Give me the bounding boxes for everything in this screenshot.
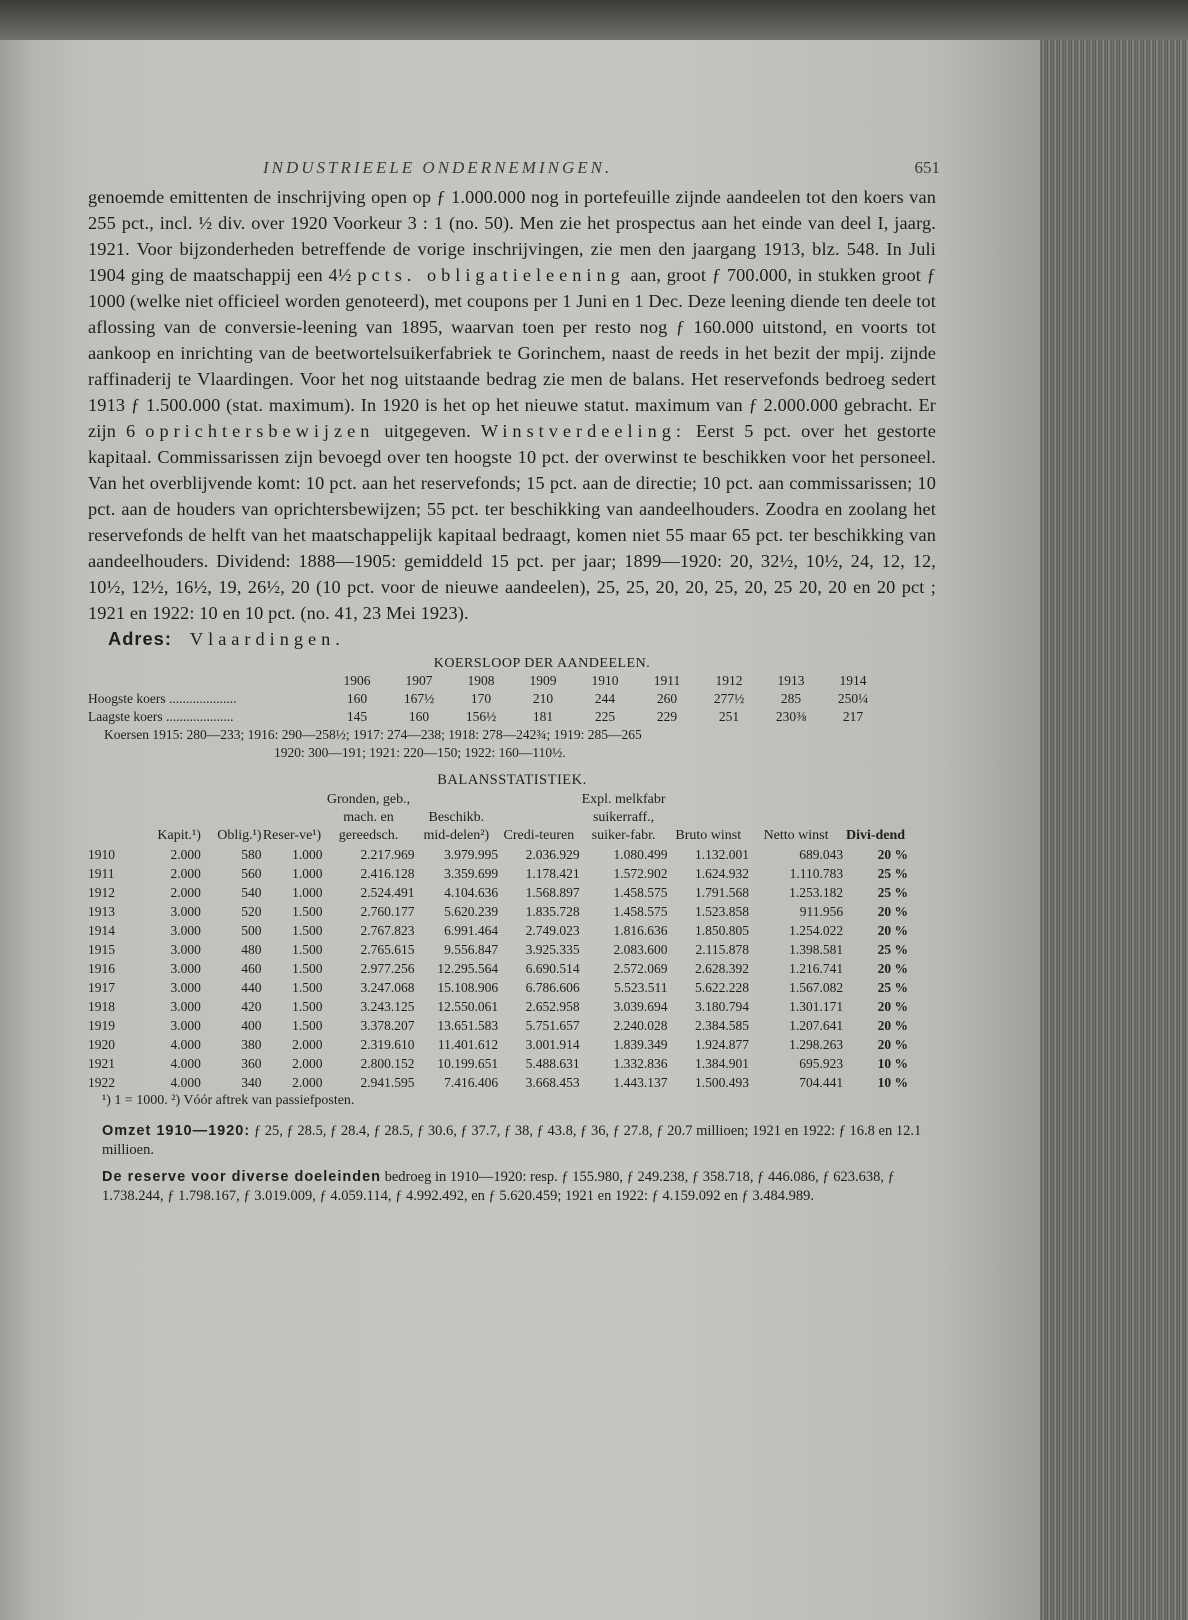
value-cell: 1.253.182 xyxy=(789,884,844,900)
value-cell: 2.000 xyxy=(292,1036,323,1052)
running-title: INDUSTRIEELE ONDERNEMINGEN. xyxy=(263,158,613,177)
value-cell: 13.651.583 xyxy=(437,1017,499,1033)
table-row xyxy=(88,921,908,940)
value-cell: 181 xyxy=(532,709,554,724)
value-cell: 6.690.514 xyxy=(525,960,580,976)
value-cell: 1.624.932 xyxy=(695,865,749,881)
table-row xyxy=(88,864,908,883)
value-cell: 1.839.349 xyxy=(613,1036,668,1052)
table-row xyxy=(88,1035,908,1054)
col-header-kapit: Kapit.¹) xyxy=(157,828,201,843)
text-segment: aan, groot ƒ 700.000, in stukken groot ƒ 1000 (welke niet officieel worden genoteerd), met coupons per 1 Juni en 1 Dec. Deze leening diende ten deele tot aflossing van de conversie-leening van 1895, waarvan toen per resto nog ƒ 160.000 uitstond, en voorts tot aankoop en inrichting van de beetwortelsuikerfabriek te Gorinchem, naast de reeds in het bezit der mpij. zijnde raffinaderij te Vlaardingen. Voor het nog uitstaande bedrag zie men de balans. Het reservefonds bedroeg sedert 1913 ƒ 1.500.000 (stat. maximum). In 1920 is het op het nieuwe statut. maximum van ƒ 2.000.000 gebracht. Er zijn 6 xyxy=(88,265,936,441)
spaced-term-winstverdeeling: Winstverdeeling: xyxy=(480,421,686,441)
book-fore-edge xyxy=(1035,40,1188,1620)
value-cell: 20 % xyxy=(877,998,908,1014)
year-cell: 1910 xyxy=(88,846,115,862)
row-label: Hoogste koers .................... xyxy=(88,691,237,706)
text-segment: Eerst 5 pct. over het gestorte kapitaal. Commissarissen zijn bevoegd over ten hoogste 10 pct. der overwinst te beschikken voor het personeel. Van het overblijvende komt: 10 pct. aan het reservefonds; 15 pct. aan de directie; 10 pct. aan commissarissen; 10 pct. aan de houders van oprichtersbewijzen; 55 pct. ter beschikking van aandeelhouders. Zoodra en zoolang het reservefonds de helft van het maatschappelijk kapitaal bedraagt, komen niet 55 maar 65 pct. ter beschikking van aandeelhouders. Dividend: 1888—1905: gemiddeld 15 pct. per jaar; 1899—1920: 20, 32½, 10½, 24, 12, 12, 10½, 12½, 16½, 19, 26½, 20 (10 pct. voor de nieuwe aandeelen), 25, 25, 20, 20, 25, 20, 25 20, 20 en 20 pct ; 1921 en 1922: 10 en 10 pct. (no. 41, 23 Mei 1923). xyxy=(88,421,936,623)
value-cell: 5.523.511 xyxy=(613,979,668,995)
year-cell: 1919 xyxy=(88,1017,115,1033)
value-cell: 3.359.699 xyxy=(444,865,499,881)
value-cell: 160 xyxy=(346,691,368,706)
value-cell: 20 % xyxy=(877,903,908,919)
balans-header xyxy=(88,791,908,845)
value-cell: 2.941.595 xyxy=(360,1074,415,1090)
value-cell: 3.243.125 xyxy=(360,998,415,1014)
value-cell: 2.240.028 xyxy=(613,1017,668,1033)
value-cell: 4.000 xyxy=(170,1074,201,1090)
value-cell: 10.199.651 xyxy=(437,1055,499,1071)
value-cell: 1.384.901 xyxy=(695,1055,749,1071)
koersloop-years-row xyxy=(88,672,884,690)
value-cell: 20 % xyxy=(877,1036,908,1052)
value-cell: 1.458.575 xyxy=(613,884,668,900)
value-cell: 1.080.499 xyxy=(613,846,668,862)
value-cell: 210 xyxy=(532,691,554,706)
value-cell: 25 % xyxy=(877,865,908,881)
col-header-dividend: Divi-dend xyxy=(845,828,906,843)
value-cell: 2.800.152 xyxy=(360,1055,415,1071)
value-cell: 5.488.631 xyxy=(525,1055,580,1071)
value-cell: 12.295.564 xyxy=(437,960,499,976)
value-cell: 360 xyxy=(241,1055,262,1071)
address-line xyxy=(108,626,936,652)
year-cell: 1911 xyxy=(88,865,115,881)
value-cell: 1.500 xyxy=(292,922,323,938)
value-cell: 1.791.568 xyxy=(695,884,749,900)
value-cell: 3.000 xyxy=(170,998,201,1014)
year-cell: 1906 xyxy=(343,673,371,688)
value-cell: 689.043 xyxy=(799,846,844,862)
value-cell: 2.749.023 xyxy=(525,922,580,938)
value-cell: 3.180.794 xyxy=(695,998,749,1014)
col-header-netto: Netto winst xyxy=(763,828,829,843)
value-cell: 1.332.836 xyxy=(613,1055,668,1071)
value-cell: 2.416.128 xyxy=(360,865,415,881)
value-cell: 260 xyxy=(656,691,678,706)
value-cell: 9.556.847 xyxy=(444,941,499,957)
value-cell: 520 xyxy=(241,903,262,919)
value-cell: 1.298.263 xyxy=(789,1036,844,1052)
table-row xyxy=(88,1073,908,1092)
value-cell: 1.443.137 xyxy=(613,1074,668,1090)
value-cell: 1.000 xyxy=(292,846,323,862)
value-cell: 2.319.610 xyxy=(360,1036,415,1052)
value-cell: 2.000 xyxy=(292,1074,323,1090)
value-cell: 1.567.082 xyxy=(789,979,844,995)
value-cell: 217 xyxy=(842,709,864,724)
value-cell: 20 % xyxy=(877,846,908,862)
year-cell: 1920 xyxy=(88,1036,115,1052)
value-cell: 3.378.207 xyxy=(360,1017,415,1033)
value-cell: 1.178.421 xyxy=(525,865,580,881)
address-value: Vlaardingen. xyxy=(189,629,345,649)
value-cell: 1.500.493 xyxy=(695,1074,749,1090)
value-cell: 1.500 xyxy=(292,1017,323,1033)
col-header-expl: Expl. melkfabr suikerraff., suiker-fabr. xyxy=(581,792,666,843)
value-cell: 1.110.783 xyxy=(789,865,844,881)
text-segment: genoemde emittenten de inschrijving open op ƒ 1.000.000 nog in portefeuille zijnde aandeelen tot den koers van 255 pct., incl. ½ div. over 1920 Voorkeur 3 : 1 (no. 50). Men zie het prospectus aan het einde van deel I, jaarg. 1921. Voor bijzonderheden betreffende de vorige inschrijvingen, zie men den jaargang 1913, blz. 548. In Juli 1904 ging de maatschappij een 4½ xyxy=(88,187,936,285)
value-cell: 1.816.636 xyxy=(613,922,668,938)
value-cell: 225 xyxy=(594,709,616,724)
value-cell: 2.083.600 xyxy=(613,941,668,957)
value-cell: 20 % xyxy=(877,1017,908,1033)
value-cell: 3.668.453 xyxy=(525,1074,580,1090)
value-cell: 3.925.335 xyxy=(525,941,580,957)
page-content xyxy=(88,150,940,1206)
value-cell: 1.835.728 xyxy=(525,903,580,919)
koersen-line: 1920: 300—191; 1921: 220—150; 1922: 160—110½. xyxy=(274,745,566,760)
year-cell: 1915 xyxy=(88,941,115,957)
value-cell: 1.207.641 xyxy=(789,1017,844,1033)
paragraph-text xyxy=(88,184,936,626)
year-cell: 1908 xyxy=(467,673,495,688)
value-cell: 15.108.906 xyxy=(437,979,499,995)
value-cell: 244 xyxy=(594,691,616,706)
main-paragraph xyxy=(88,184,936,626)
value-cell: 1.000 xyxy=(292,865,323,881)
book-page xyxy=(0,40,1040,1620)
value-cell: 540 xyxy=(241,884,262,900)
value-cell: 10 % xyxy=(877,1074,908,1090)
omzet-label: Omzet 1910—1920: xyxy=(102,1123,251,1139)
year-cell: 1910 xyxy=(591,673,619,688)
year-cell: 1918 xyxy=(88,998,115,1014)
year-cell: 1921 xyxy=(88,1055,115,1071)
year-cell: 1913 xyxy=(777,673,805,688)
koersloop-row-laagste xyxy=(88,708,884,726)
value-cell: 250¼ xyxy=(837,691,869,706)
value-cell: 1.458.575 xyxy=(613,903,668,919)
value-cell: 10 % xyxy=(877,1055,908,1071)
value-cell: 3.039.694 xyxy=(613,998,668,1014)
col-header-bruto: Bruto winst xyxy=(675,828,742,843)
value-cell: 1.301.171 xyxy=(789,998,844,1014)
table-row xyxy=(88,1054,908,1073)
value-cell: 440 xyxy=(241,979,262,995)
value-cell: 580 xyxy=(241,846,262,862)
value-cell: 560 xyxy=(241,865,262,881)
value-cell: 2.628.392 xyxy=(695,960,749,976)
col-header-beschikb: Beschikb. mid-delen²) xyxy=(423,810,490,843)
value-cell: 4.000 xyxy=(170,1055,201,1071)
value-cell: 20 % xyxy=(877,960,908,976)
koersloop-table xyxy=(88,672,884,726)
year-cell: 1907 xyxy=(405,673,433,688)
value-cell: 11.401.612 xyxy=(437,1036,499,1052)
value-cell: 3.247.068 xyxy=(360,979,415,995)
value-cell: 2.572.069 xyxy=(613,960,668,976)
koersloop-row-hoogste xyxy=(88,690,884,708)
table-row xyxy=(88,883,908,902)
col-header-crediteuren: Credi-teuren xyxy=(503,828,575,843)
table-row xyxy=(88,978,908,997)
value-cell: 1.523.858 xyxy=(695,903,749,919)
value-cell: 20 % xyxy=(877,922,908,938)
value-cell: 156½ xyxy=(465,709,497,724)
balans-header-row xyxy=(88,791,908,845)
value-cell: 400 xyxy=(241,1017,262,1033)
value-cell: 3.000 xyxy=(170,1017,201,1033)
reserve-text: bedroeg in 1910—1920: resp. ƒ 155.980, ƒ 249.238, ƒ 358.718, ƒ 446.086, ƒ 623.638, ƒ 1.738.244, ƒ 1.798.167, ƒ 3.019.009, ƒ 4.059.114, ƒ 4.992.492, en ƒ 5.620.459; 1921 en 1922: ƒ 4.159.092 en ƒ 3.484.989. xyxy=(102,1169,895,1204)
balans-body xyxy=(88,845,908,1092)
value-cell: 4.000 xyxy=(170,1036,201,1052)
spaced-term-obligatieleening: pcts. obligatieleening xyxy=(357,265,625,285)
value-cell: 1.216.741 xyxy=(789,960,844,976)
value-cell: 480 xyxy=(241,941,262,957)
value-cell: 5.751.657 xyxy=(525,1017,580,1033)
address-label: Adres: xyxy=(108,628,172,649)
value-cell: 3.000 xyxy=(170,960,201,976)
col-header-gronden: Gronden, geb., mach. en gereedsch. xyxy=(326,792,411,843)
year-cell: 1909 xyxy=(529,673,557,688)
value-cell: 4.104.636 xyxy=(444,884,499,900)
value-cell: 277½ xyxy=(713,691,745,706)
value-cell: 1.568.897 xyxy=(525,884,580,900)
value-cell: 2.384.585 xyxy=(695,1017,749,1033)
value-cell: 6.786.606 xyxy=(525,979,580,995)
reserve-paragraph xyxy=(102,1168,936,1206)
value-cell: 251 xyxy=(718,709,740,724)
table-row xyxy=(88,997,908,1016)
value-cell: 1.924.877 xyxy=(695,1036,749,1052)
value-cell: 340 xyxy=(241,1074,262,1090)
value-cell: 25 % xyxy=(877,979,908,995)
reserve-label: De reserve voor diverse doeleinden xyxy=(102,1169,381,1185)
value-cell: 3.000 xyxy=(170,979,201,995)
value-cell: 230⅜ xyxy=(775,709,807,724)
value-cell: 2.977.256 xyxy=(360,960,415,976)
omzet-text: ƒ 25, ƒ 28.5, ƒ 28.4, ƒ 28.5, ƒ 30.6, ƒ 37.7, ƒ 38, ƒ 43.8, ƒ 36, ƒ 27.8, ƒ 20.7 millioen; 1921 en 1922: ƒ 16.8 en 12.1 millioen. xyxy=(102,1123,922,1158)
year-cell: 1914 xyxy=(839,673,867,688)
value-cell: 1.500 xyxy=(292,979,323,995)
value-cell: 3.979.995 xyxy=(444,846,499,862)
value-cell: 170 xyxy=(470,691,492,706)
year-cell: 1912 xyxy=(88,884,115,900)
text-segment: uitgegeven. xyxy=(384,421,471,441)
col-header-oblig: Oblig.¹) xyxy=(217,828,262,843)
row-label: Laagste koers .................... xyxy=(88,709,234,724)
table-row xyxy=(88,1016,908,1035)
year-cell: 1922 xyxy=(88,1074,115,1090)
spaced-term-oprichtersbewijzen: oprichtersbewijzen xyxy=(145,421,375,441)
value-cell: 2.217.969 xyxy=(360,846,415,862)
value-cell: 2.652.958 xyxy=(525,998,580,1014)
value-cell: 1.000 xyxy=(292,884,323,900)
balans-footnote: ¹) 1 = 1000. ²) Vóór aftrek van passiefposten. xyxy=(102,1093,355,1108)
value-cell: 2.000 xyxy=(170,846,201,862)
value-cell: 1.500 xyxy=(292,960,323,976)
value-cell: 1.572.902 xyxy=(613,865,668,881)
value-cell: 3.000 xyxy=(170,922,201,938)
page-number: 651 xyxy=(914,158,940,177)
value-cell: 5.622.228 xyxy=(695,979,749,995)
table-row xyxy=(88,902,908,921)
koersloop-title: KOERSLOOP DER AANDEELEN. xyxy=(433,656,651,671)
value-cell: 2.036.929 xyxy=(525,846,580,862)
value-cell: 12.550.061 xyxy=(437,998,499,1014)
value-cell: 1.398.581 xyxy=(789,941,844,957)
value-cell: 500 xyxy=(241,922,262,938)
year-cell: 1912 xyxy=(715,673,743,688)
value-cell: 695.923 xyxy=(799,1055,844,1071)
col-header-reserve: Reser-ve¹) xyxy=(262,828,322,843)
value-cell: 25 % xyxy=(877,884,908,900)
value-cell: 25 % xyxy=(877,941,908,957)
value-cell: 160 xyxy=(408,709,430,724)
table-row xyxy=(88,940,908,959)
value-cell: 704.441 xyxy=(799,1074,844,1090)
value-cell: 3.000 xyxy=(170,903,201,919)
value-cell: 2.000 xyxy=(170,865,201,881)
value-cell: 380 xyxy=(241,1036,262,1052)
value-cell: 285 xyxy=(780,691,802,706)
value-cell: 5.620.239 xyxy=(444,903,499,919)
value-cell: 2.000 xyxy=(292,1055,323,1071)
value-cell: 145 xyxy=(346,709,368,724)
value-cell: 420 xyxy=(241,998,262,1014)
value-cell: 1.500 xyxy=(292,941,323,957)
value-cell: 1.850.805 xyxy=(695,922,749,938)
balans-table xyxy=(88,791,908,1092)
value-cell: 2.115.878 xyxy=(695,941,749,957)
table-row xyxy=(88,959,908,978)
value-cell: 911.956 xyxy=(799,903,844,919)
balans-title: BALANSSTATISTIEK. xyxy=(437,772,587,788)
omzet-paragraph xyxy=(102,1122,936,1160)
year-cell: 1911 xyxy=(653,673,681,688)
value-cell: 229 xyxy=(656,709,678,724)
value-cell: 1.500 xyxy=(292,998,323,1014)
value-cell: 3.001.914 xyxy=(525,1036,580,1052)
koersen-line: Koersen 1915: 280—233; 1916: 290—258½; 1917: 274—238; 1918: 278—242¾; 1919: 285—265 xyxy=(104,727,642,742)
value-cell: 2.524.491 xyxy=(360,884,415,900)
value-cell: 167½ xyxy=(403,691,435,706)
value-cell: 2.760.177 xyxy=(360,903,415,919)
value-cell: 2.767.823 xyxy=(360,922,415,938)
year-cell: 1916 xyxy=(88,960,115,976)
value-cell: 460 xyxy=(241,960,262,976)
year-cell: 1913 xyxy=(88,903,115,919)
running-header xyxy=(88,150,940,184)
table-row xyxy=(88,845,908,864)
value-cell: 7.416.406 xyxy=(444,1074,499,1090)
year-cell: 1914 xyxy=(88,922,115,938)
year-cell: 1917 xyxy=(88,979,115,995)
value-cell: 1.132.001 xyxy=(695,846,749,862)
value-cell: 2.765.615 xyxy=(360,941,415,957)
value-cell: 1.500 xyxy=(292,903,323,919)
value-cell: 6.991.464 xyxy=(444,922,499,938)
value-cell: 1.254.022 xyxy=(789,922,844,938)
value-cell: 2.000 xyxy=(170,884,201,900)
value-cell: 3.000 xyxy=(170,941,201,957)
